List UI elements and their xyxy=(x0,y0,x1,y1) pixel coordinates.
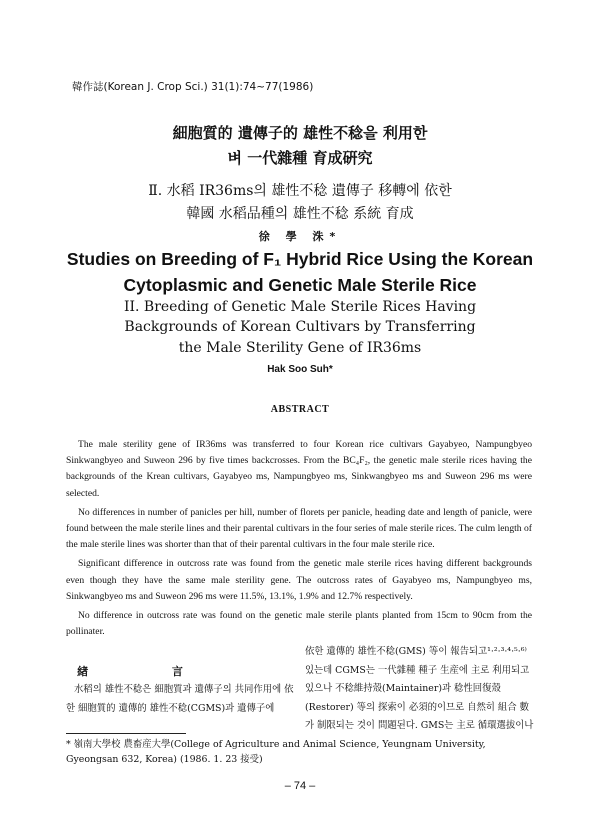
korean-title-line-2: 벼 一代雜種 育成硏究 xyxy=(227,149,373,167)
left-column-paragraph: 水稻의 雄性不稔은 細胞質과 遺傳子의 共同作用에 依한 細胞質的 遺傳的 雄性不稔(CGMS)과 遺傳子에 xyxy=(66,684,294,714)
page-number: – 74 – xyxy=(284,780,316,792)
abstract-paragraph: No difference in outcross rate was found on the genetic male sterile plants planted from 15cm to 90cm from the pollinater. xyxy=(66,610,532,638)
english-subtitle-line-1: II. Breeding of Genetic Male Sterile Rices Having xyxy=(123,299,477,315)
abstract-body xyxy=(66,437,532,643)
korean-subtitle-line-2: 韓國 水稻品種의 雄性不稔 系統 育成 xyxy=(186,206,414,222)
english-subtitle-line-2: Backgrounds of Korean Cultivars by Transferring xyxy=(124,319,476,335)
abstract-paragraph: No differences in number of panicles per hill, number of florets per panicle, heading date and length of panicle, were found between the male sterile lines and their parental cultivars in the four series of male sterile rices. The culm length of the male sterile lines was shorter than that of their parental cultivars in the four male sterile rice. xyxy=(66,506,532,551)
abstract-paragraph: The male sterility gene of IR36ms was transferred to four Korean rice cultivars Gayabyeo, Nampungbyeo Sinkwangbyeo and Suweon 296 by five times backcrosses. From the BC₄F₂, the genetic male sterile rices having the backgrounds of the Krean cultivars, Gayabyeo ms, Nampungbyeo ms, Sinkwangbyeo ms and Suweon 296 ms were selected. xyxy=(66,439,532,499)
english-title-line-1: Studies on Breeding of F₁ Hybrid Rice Using the Korean xyxy=(66,249,534,269)
left-column xyxy=(66,681,294,718)
footnote-divider xyxy=(66,733,186,734)
korean-title-line-1: 細胞質的 遺傳子的 雄性不稔을 利用한 xyxy=(172,124,428,142)
english-title-line-2: Cytoplasmic and Genetic Male Sterile Rice xyxy=(123,275,477,295)
abstract-paragraph: Significant difference in outcross rate was found from the genetic male sterile rices having different backgrounds even though they have the same male sterility gene. The outcross rates of Gayabyeo ms, Nampungbyeo ms, Sinkwangbyeo ms and Suweon 296 ms were 11.5%, 13.1%, 1.9% and 12.7% respectively. xyxy=(66,558,532,602)
introduction-heading: 緖 言 xyxy=(77,665,223,678)
abstract-heading: ABSTRACT xyxy=(270,404,330,415)
english-subtitle-line-3: the Male Sterility Gene of IR36ms xyxy=(178,340,422,356)
right-column xyxy=(305,643,537,736)
right-column-paragraph: 依한 遺傳的 雄性不稔(GMS) 等이 報告되고¹·²·³·⁴·⁵·⁶⁾ 있는데 CGMS는 一代雜種 種子 生産에 主로 利用되고 있으나 不稔維持殼(Maintainer)과 稔性回復殼(Restorer) 等의 探索이 必須的이므로 自然히 組合 數가 制限되는 것이 問題된다. GMS는 主로 循環選拔이나 xyxy=(305,646,534,731)
korean-subtitle-line-1: Ⅱ. 水稻 IR36ms의 雄性不稔 遺傳子 移轉에 依한 xyxy=(148,183,452,199)
journal-citation: 韓作誌(Korean J. Crop Sci.) 31(1):74~77(1986) xyxy=(72,81,314,93)
footnote-affiliation: * 嶺南大學校 農畜産大學(College of Agriculture and Animal Science, Yeungnam University, Gyeongsan 632, Korea) (1986. 1. 23 接受) xyxy=(66,739,486,765)
english-author: Hak Soo Suh* xyxy=(267,364,333,375)
korean-author: 徐 學 洙* xyxy=(258,230,342,243)
